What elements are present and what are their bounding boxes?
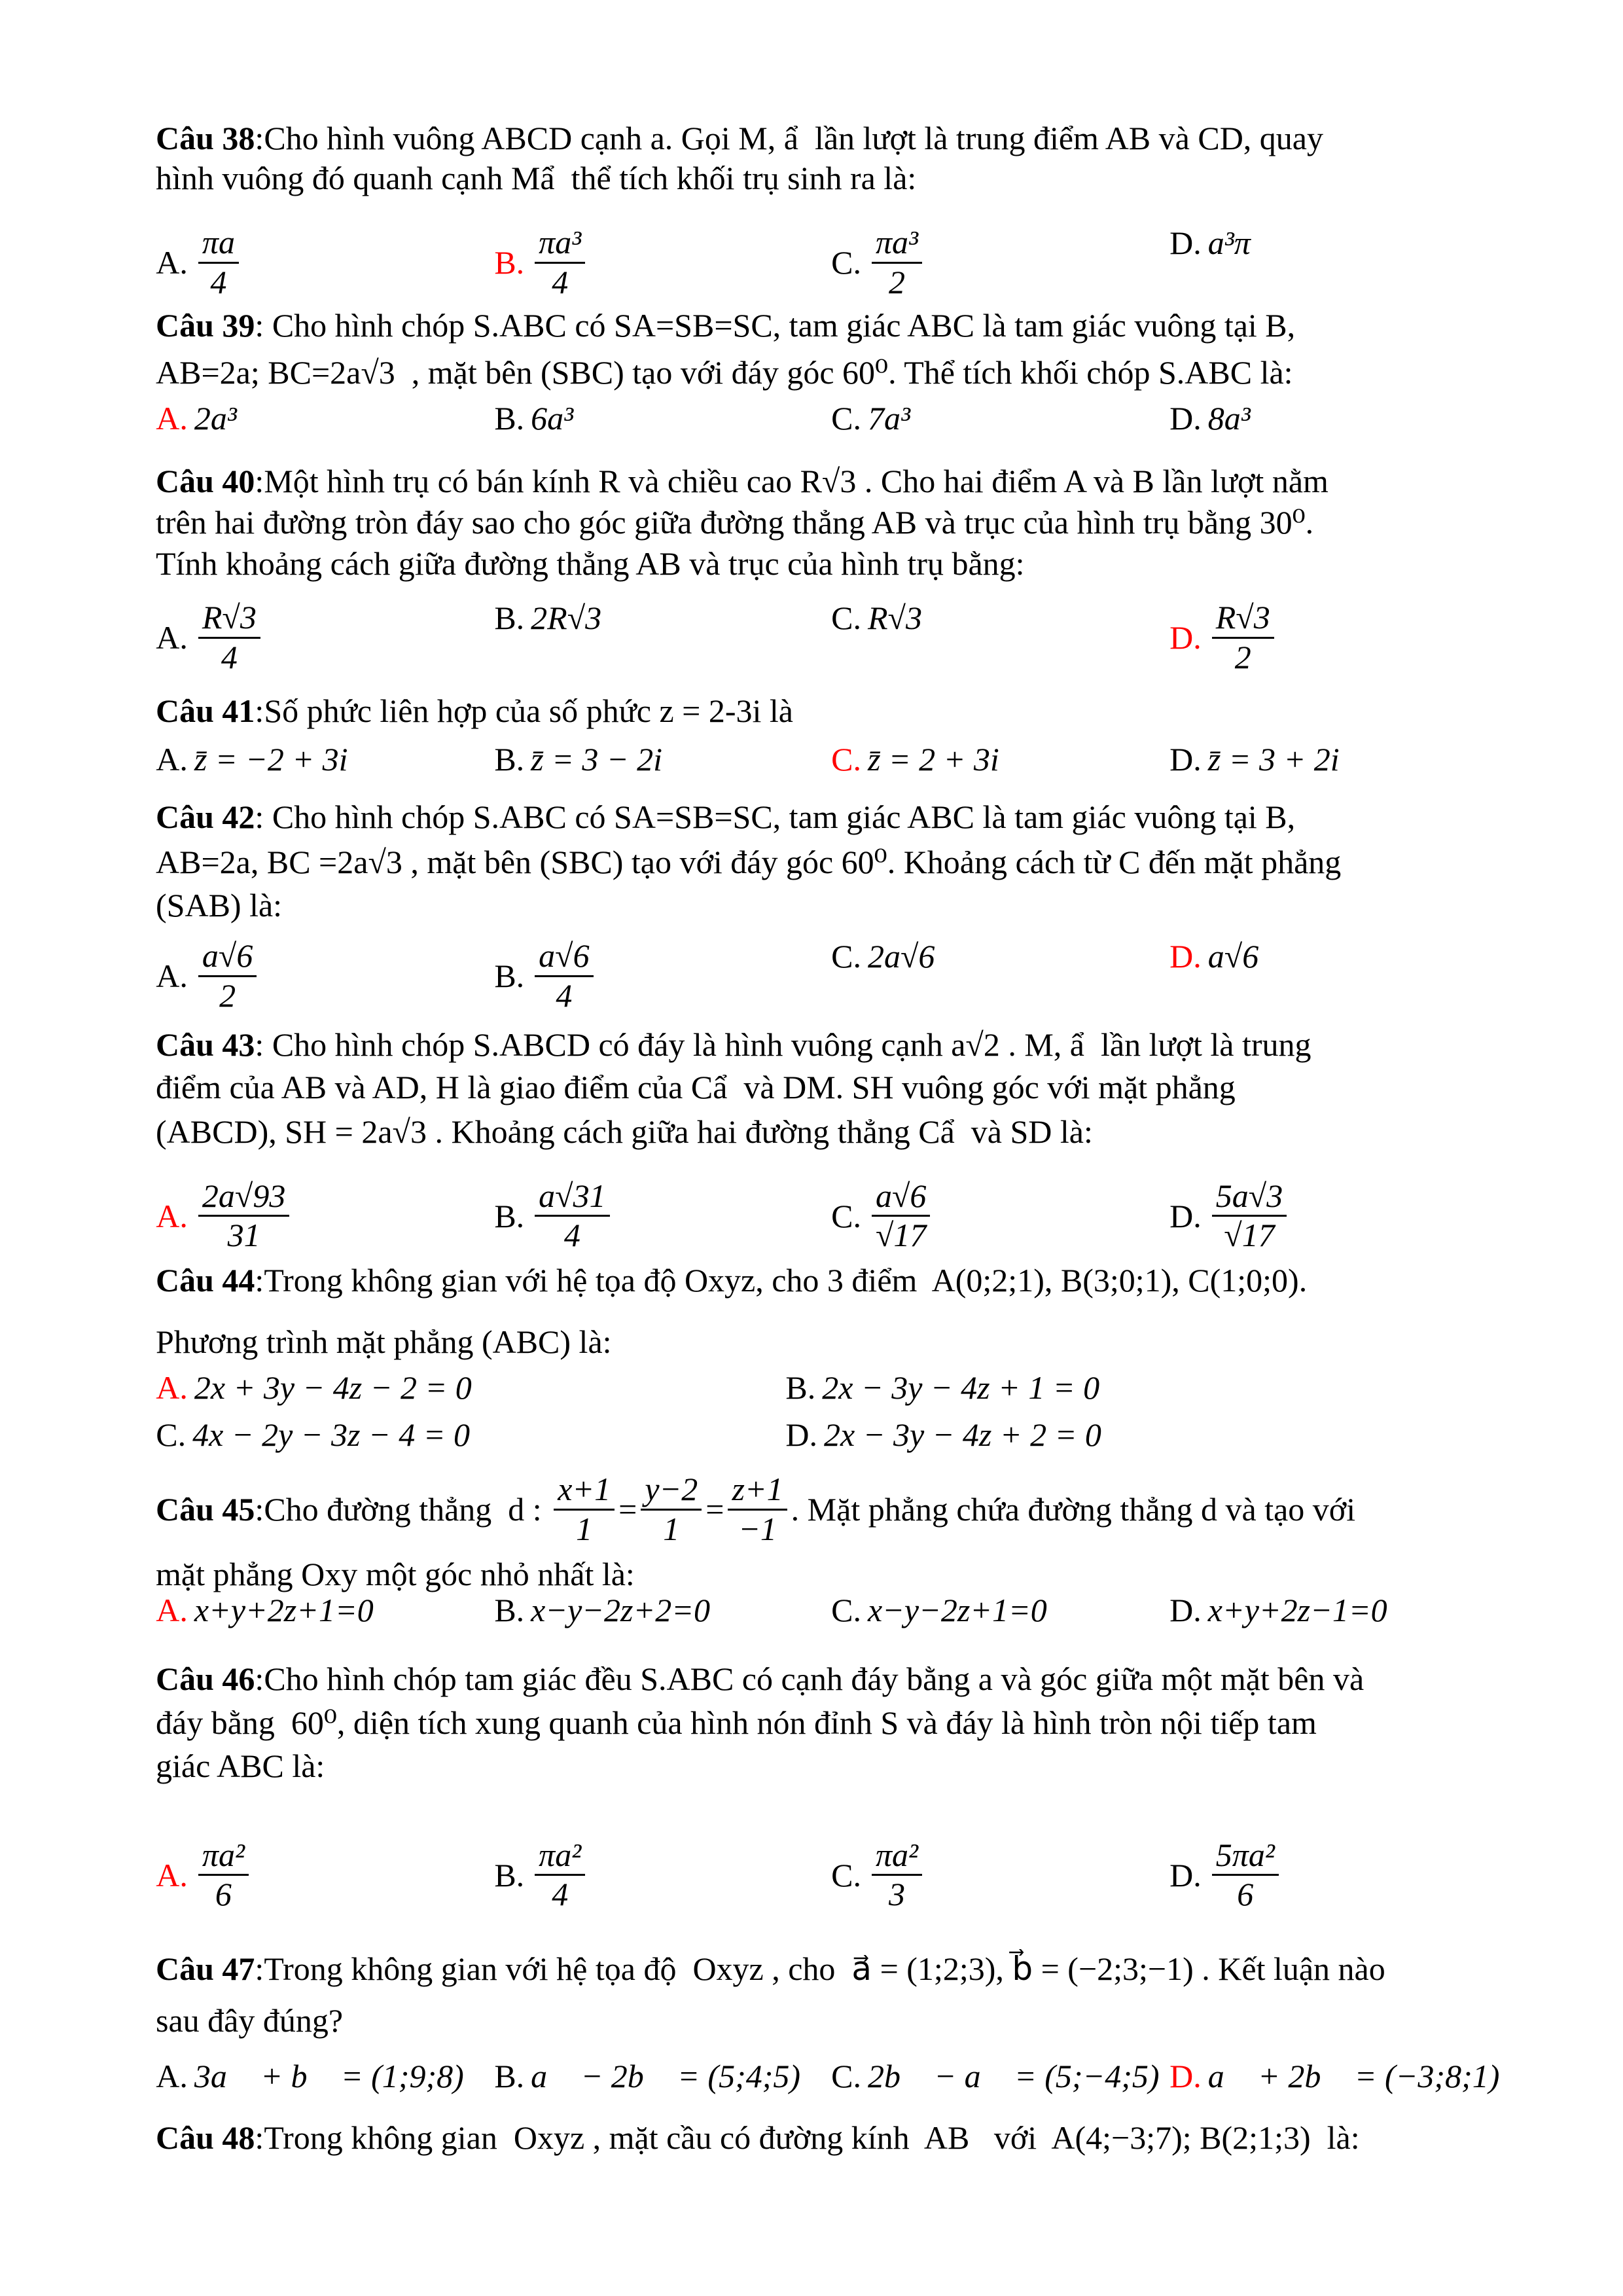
- option-label: A.: [156, 399, 188, 437]
- question-44-line: [156, 1259, 1307, 1302]
- question-46-line: [156, 1657, 1364, 1700]
- question-number: Câu 46: [156, 1660, 255, 1697]
- option-label: C.: [831, 2058, 861, 2095]
- question-47-line: [156, 1947, 1385, 1990]
- option-label: C.: [831, 741, 861, 778]
- option-expression: x+y+2z+1=0: [194, 1591, 374, 1628]
- option-expression: 2a√6: [867, 938, 935, 975]
- answer-option-b[interactable]: [494, 399, 573, 437]
- answer-option-b[interactable]: [494, 599, 601, 637]
- fraction-denominator: √17: [875, 1217, 927, 1254]
- question-number: Câu 47: [156, 1950, 255, 1987]
- option-label: A.: [156, 619, 188, 656]
- answer-option-b[interactable]: [494, 1837, 589, 1914]
- question-text: :Trong không gian với hệ tọa độ Oxyz , cho a⃗ = (1;2;3), b⃗ = (−2;3;−1) . Kết luận nào: [255, 1950, 1385, 1987]
- answer-option-d[interactable]: [1169, 937, 1258, 975]
- fraction-denominator: 4: [210, 263, 227, 300]
- option-expression: 6a³: [531, 399, 574, 437]
- question-number: Câu 39: [156, 306, 255, 344]
- fraction-numerator: z+1: [728, 1471, 787, 1511]
- question-number: Câu 40: [156, 463, 255, 500]
- fraction: [198, 1837, 249, 1914]
- option-label: D.: [1169, 1591, 1202, 1628]
- option-label: B.: [494, 741, 525, 778]
- option-label: C.: [831, 600, 861, 637]
- option-label: D.: [1169, 619, 1202, 656]
- question-text: : Cho hình chóp S.ABC có SA=SB=SC, tam giác ABC là tam giác vuông tại B,: [255, 798, 1296, 835]
- question-45-line: [156, 1471, 1356, 1547]
- option-label: B.: [494, 958, 525, 995]
- answer-option-d[interactable]: [1169, 740, 1339, 778]
- option-label: D.: [1169, 938, 1202, 975]
- question-number: Câu 38: [156, 120, 255, 157]
- option-label: B.: [494, 399, 525, 437]
- fraction-numerator: 2a√93: [198, 1177, 289, 1217]
- fraction-numerator: a√6: [198, 937, 257, 977]
- question-42-line: [156, 840, 1341, 884]
- option-label: C.: [831, 1591, 861, 1628]
- fraction-denominator: 2: [888, 263, 905, 300]
- question-39-line: [156, 304, 1295, 347]
- fraction-numerator: πa³: [872, 224, 922, 264]
- question-text: :Số phức liên hợp của số phức z = 2-3i là: [255, 692, 793, 729]
- answer-option-c[interactable]: [831, 599, 922, 637]
- option-expression: 2x + 3y − 4z − 2 = 0: [194, 1369, 472, 1407]
- question-text: sau đây đúng?: [156, 2001, 344, 2039]
- answer-option-a[interactable]: [156, 740, 348, 778]
- option-label: C.: [156, 1416, 187, 1454]
- answer-option-a[interactable]: [156, 1837, 253, 1914]
- question-47-line: [156, 1999, 343, 2042]
- fraction-numerator: R√3: [1212, 599, 1274, 639]
- option-expression: 2a³: [194, 399, 237, 437]
- option-expression: x−y−2z+2=0: [531, 1591, 710, 1628]
- fraction: [554, 1471, 615, 1548]
- fraction-denominator: 1: [576, 1510, 593, 1547]
- answer-option-a[interactable]: [156, 1591, 373, 1629]
- option-expression: R√3: [867, 600, 922, 637]
- option-label: C.: [831, 938, 861, 975]
- question-41-line: [156, 689, 793, 732]
- fraction-numerator: a√6: [535, 937, 593, 977]
- fraction: [872, 1837, 922, 1914]
- fraction-denominator: 3: [888, 1876, 905, 1913]
- question-40-line: [156, 542, 1025, 585]
- option-label: D.: [1169, 741, 1202, 778]
- option-expression: 2x − 3y − 4z + 1 = 0: [822, 1369, 1100, 1407]
- question-text: (SAB) là:: [156, 886, 283, 924]
- fraction-denominator: 2: [219, 977, 236, 1014]
- fraction-numerator: πa²: [535, 1837, 585, 1876]
- fraction: [1212, 1837, 1279, 1914]
- option-label: C.: [831, 1197, 861, 1234]
- answer-option-d[interactable]: [1169, 1177, 1291, 1255]
- question-45-line: [156, 1552, 635, 1596]
- fraction-numerator: πa³: [535, 224, 585, 264]
- option-expression: z̄ = 2 + 3i: [867, 741, 999, 778]
- option-label: A.: [156, 958, 188, 995]
- answer-option-c[interactable]: [831, 224, 926, 301]
- question-text: :Cho hình chóp tam giác đều S.ABC có cạnh đáy bằng a và góc giữa một mặt bên và: [255, 1660, 1364, 1697]
- option-expression: 4x − 2y − 3z − 4 = 0: [192, 1416, 470, 1454]
- question-43-line: [156, 1023, 1311, 1066]
- answer-option-d[interactable]: [1169, 1591, 1387, 1629]
- question-text: mặt phẳng Oxy một góc nhỏ nhất là:: [156, 1556, 635, 1593]
- answer-option-b[interactable]: [494, 937, 597, 1014]
- question-text: :Cho đường thẳng d :: [255, 1491, 550, 1528]
- question-text: Tính khoảng cách giữa đường thẳng AB và trục của hình trụ bằng:: [156, 545, 1025, 582]
- question-46-line: [156, 1701, 1317, 1744]
- fraction-numerator: a√31: [535, 1177, 609, 1217]
- question-number: Câu 41: [156, 692, 255, 729]
- fraction-denominator: 4: [221, 638, 238, 675]
- question-38-line: [156, 156, 916, 200]
- option-expression: 2b⃗ − a⃗ = (5;−4;5): [867, 2058, 1160, 2095]
- fraction: [535, 937, 593, 1014]
- option-label: D.: [1169, 1197, 1202, 1234]
- question-text: Phương trình mặt phẳng (ABC) là:: [156, 1323, 612, 1361]
- option-expression: a⃗ + 2b⃗ = (−3;8;1): [1207, 2058, 1500, 2095]
- question-38-line: [156, 117, 1323, 160]
- option-expression: 2x − 3y − 4z + 2 = 0: [824, 1416, 1101, 1454]
- option-label: A.: [156, 1197, 188, 1234]
- fraction-denominator: √17: [1224, 1217, 1275, 1254]
- question-39-line: [156, 351, 1293, 394]
- question-text: AB=2a, BC =2a√3 , mặt bên (SBC) tạo với đáy góc 60⁰. Khoảng cách từ C đến mặt phẳng: [156, 844, 1342, 881]
- option-label: B.: [785, 1369, 816, 1407]
- option-label: B.: [494, 1197, 525, 1234]
- option-expression: a³π: [1207, 224, 1251, 262]
- fraction-denominator: 6: [1237, 1876, 1254, 1913]
- fraction: [535, 1837, 585, 1914]
- option-expression: a⃗ − 2b⃗ = (5;4;5): [531, 2058, 801, 2095]
- answer-option-a[interactable]: [156, 937, 260, 1014]
- question-number: Câu 48: [156, 2119, 255, 2157]
- fraction: [872, 224, 922, 301]
- answer-option-b[interactable]: [494, 740, 662, 778]
- option-label: A.: [156, 244, 188, 281]
- question-text: (ABCD), SH = 2a√3 . Khoảng cách giữa hai đường thẳng Cẩ và SD là:: [156, 1113, 1093, 1150]
- question-48-line: [156, 2116, 1360, 2159]
- option-label: D.: [1169, 2058, 1202, 2095]
- answer-option-c[interactable]: [831, 937, 935, 975]
- fraction-denominator: 4: [556, 977, 573, 1014]
- answer-option-b[interactable]: [494, 1591, 710, 1629]
- question-text: :Trong không gian với hệ tọa độ Oxyz, cho 3 điểm A(0;2;1), B(3;0;1), C(1;0;0).: [255, 1261, 1308, 1299]
- answer-option-c[interactable]: [831, 2057, 1159, 2095]
- option-expression: z̄ = −2 + 3i: [194, 741, 348, 778]
- question-text: =: [618, 1491, 637, 1528]
- fraction-numerator: x+1: [554, 1471, 615, 1511]
- question-42-line: [156, 884, 282, 927]
- option-label: D.: [1169, 1856, 1202, 1893]
- question-number: Câu 44: [156, 1261, 255, 1299]
- fraction-denominator: 31: [227, 1217, 260, 1254]
- option-label: A.: [156, 741, 188, 778]
- fraction-denominator: −1: [738, 1510, 777, 1547]
- question-text: trên hai đường tròn đáy sao cho góc giữa đường thẳng AB và trục của hình trụ bằng 30⁰.: [156, 504, 1314, 541]
- question-text: điểm của AB và AD, H là giao điểm của Cẩ và DM. SH vuông góc với mặt phẳng: [156, 1069, 1236, 1106]
- option-label: A.: [156, 1369, 188, 1407]
- question-number: Câu 42: [156, 798, 255, 835]
- answer-option-b[interactable]: [494, 224, 589, 301]
- question-text: : Cho hình chóp S.ABC có SA=SB=SC, tam giác ABC là tam giác vuông tại B,: [255, 306, 1296, 344]
- option-label: C.: [831, 244, 861, 281]
- fraction: [198, 599, 260, 676]
- fraction-numerator: πa²: [872, 1837, 922, 1876]
- fraction: [1212, 599, 1274, 676]
- answer-option-d[interactable]: [1169, 224, 1251, 262]
- fraction-denominator: 6: [215, 1876, 232, 1913]
- answer-option-a[interactable]: [156, 399, 237, 437]
- question-42-line: [156, 795, 1295, 838]
- answer-option-c[interactable]: [831, 1177, 934, 1255]
- fraction: [198, 1177, 289, 1255]
- answer-option-d[interactable]: [1169, 2057, 1499, 2095]
- fraction-denominator: 4: [552, 1876, 569, 1913]
- option-expression: 2R√3: [531, 600, 602, 637]
- option-expression: a√6: [1207, 938, 1259, 975]
- fraction-denominator: 4: [563, 1217, 580, 1254]
- answer-option-b[interactable]: [785, 1369, 1099, 1407]
- question-number: Câu 45: [156, 1491, 255, 1528]
- answer-option-c[interactable]: [156, 1416, 470, 1454]
- option-label: A.: [156, 1856, 188, 1893]
- answer-option-c[interactable]: [831, 740, 999, 778]
- answer-option-b[interactable]: [494, 2057, 800, 2095]
- fraction-numerator: πa²: [198, 1837, 249, 1876]
- fraction: [728, 1471, 787, 1548]
- answer-option-d[interactable]: [1169, 399, 1251, 437]
- fraction-denominator: 2: [1234, 638, 1251, 675]
- question-44-line: [156, 1320, 612, 1363]
- answer-option-c[interactable]: [831, 1837, 926, 1914]
- option-expression: x−y−2z+1=0: [867, 1591, 1047, 1628]
- question-text: AB=2a; BC=2a√3 , mặt bên (SBC) tạo với đáy góc 60⁰. Thể tích khối chóp S.ABC là:: [156, 353, 1293, 391]
- option-label: D.: [1169, 224, 1202, 262]
- answer-option-c[interactable]: [831, 399, 910, 437]
- fraction-numerator: R√3: [198, 599, 260, 639]
- question-text: :Một hình trụ có bán kính R và chiều cao R√3 . Cho hai điểm A và B lần lượt nằm: [255, 463, 1329, 500]
- fraction-numerator: 5πa²: [1212, 1837, 1279, 1876]
- answer-option-a[interactable]: [156, 2057, 463, 2095]
- option-label: A.: [156, 1591, 188, 1628]
- option-label: D.: [1169, 399, 1202, 437]
- answer-option-d[interactable]: [1169, 599, 1278, 676]
- answer-option-a[interactable]: [156, 224, 243, 301]
- fraction: [198, 937, 257, 1014]
- option-label: C.: [831, 1856, 861, 1893]
- fraction: [1212, 1177, 1287, 1255]
- option-expression: z̄ = 3 + 2i: [1207, 741, 1340, 778]
- option-label: B.: [494, 2058, 525, 2095]
- question-text: đáy bằng 60⁰, diện tích xung quanh của hình nón đỉnh S và đáy là hình tròn nội tiếp tam: [156, 1704, 1317, 1742]
- answer-option-a[interactable]: [156, 599, 264, 676]
- question-40-line: [156, 501, 1313, 544]
- option-label: B.: [494, 1856, 525, 1893]
- fraction-denominator: 1: [663, 1510, 680, 1547]
- question-46-line: [156, 1744, 325, 1787]
- answer-option-a[interactable]: [156, 1369, 471, 1407]
- question-text: =: [705, 1491, 724, 1528]
- option-expression: 3a⃗ + b⃗ = (1;9;8): [194, 2058, 464, 2095]
- question-text: hình vuông đó quanh cạnh Mẩ thể tích khối trụ sinh ra là:: [156, 160, 917, 196]
- question-text: . Mặt phẳng chứa đường thẳng d và tạo với: [791, 1491, 1356, 1528]
- option-label: C.: [831, 399, 861, 437]
- fraction-numerator: πa: [198, 224, 239, 264]
- option-label: D.: [785, 1416, 818, 1454]
- option-expression: 7a³: [867, 399, 910, 437]
- option-label: A.: [156, 2058, 188, 2095]
- question-43-line: [156, 1110, 1093, 1153]
- fraction-denominator: 4: [552, 263, 569, 300]
- fraction: [872, 1177, 930, 1255]
- option-label: B.: [494, 1591, 525, 1628]
- answer-option-b[interactable]: [494, 1177, 613, 1255]
- question-text: :Cho hình vuông ABCD cạnh a. Gọi M, ẩ lần lượt là trung điểm AB và CD, quay: [255, 120, 1323, 157]
- fraction-numerator: 5a√3: [1212, 1177, 1287, 1217]
- question-40-line: [156, 459, 1329, 503]
- question-text: :Trong không gian Oxyz , mặt cầu có đường kính AB với A(4;−3;7); B(2;1;3) là:: [255, 2119, 1360, 2157]
- question-text: giác ABC là:: [156, 1747, 325, 1784]
- option-label: B.: [494, 600, 525, 637]
- fraction: [641, 1471, 702, 1548]
- question-text: : Cho hình chóp S.ABCD có đáy là hình vuông cạnh a√2 . M, ẩ lần lượt là trung: [255, 1026, 1311, 1064]
- answer-option-d[interactable]: [785, 1416, 1101, 1454]
- fraction-numerator: a√6: [872, 1177, 930, 1217]
- question-number: Câu 43: [156, 1026, 255, 1064]
- fraction: [535, 1177, 609, 1255]
- fraction: [535, 224, 585, 301]
- answer-option-d[interactable]: [1169, 1837, 1283, 1914]
- option-expression: z̄ = 3 − 2i: [531, 741, 663, 778]
- option-expression: 8a³: [1207, 399, 1251, 437]
- fraction-numerator: y−2: [641, 1471, 702, 1511]
- option-label: B.: [494, 244, 525, 281]
- option-expression: x+y+2z−1=0: [1207, 1591, 1387, 1628]
- answer-option-c[interactable]: [831, 1591, 1047, 1629]
- fraction: [198, 224, 239, 301]
- question-43-line: [156, 1066, 1236, 1109]
- answer-option-a[interactable]: [156, 1177, 293, 1255]
